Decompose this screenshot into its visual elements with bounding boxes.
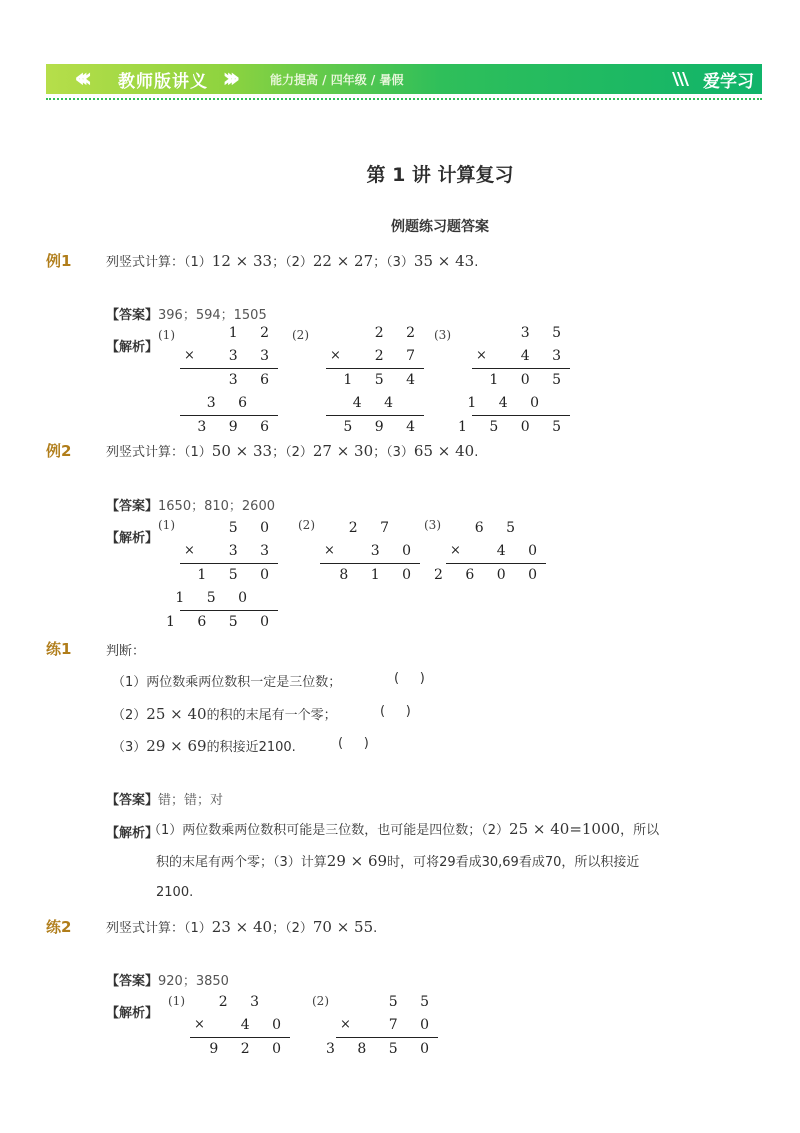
sub-number: (1) — [158, 328, 175, 342]
partial-product-1: 1 5 0 — [197, 567, 278, 583]
q-expr-2: 22 × 27 — [312, 252, 374, 270]
multiplier: 2 7 — [374, 348, 424, 364]
lecture-title: 第 1 讲 计算复习 — [366, 164, 514, 186]
q-expr-1: 50 × 33 — [211, 442, 273, 460]
header-divider — [46, 98, 762, 100]
multiplicand: 2 2 — [374, 325, 424, 341]
multiplier: 3 0 — [370, 543, 420, 559]
multiplier: 4 0 — [240, 1017, 290, 1033]
q-text: ；（3） — [373, 255, 414, 270]
item-expr: 29 × 69 — [146, 737, 207, 755]
sub-number: (3) — [424, 518, 441, 532]
example-2-question — [106, 441, 478, 460]
chevron-right-icon: ››› — [222, 61, 233, 94]
q-expr-1: 23 × 40 — [211, 918, 273, 936]
partial-product-1: 3 6 — [228, 372, 278, 388]
partial-product-1: 1 5 4 — [343, 372, 424, 388]
answer-blank: ( ) — [338, 736, 369, 751]
analysis-line-2 — [156, 845, 639, 879]
multiplier: 7 0 — [388, 1017, 438, 1033]
chevron-left-icon: ‹‹‹ — [74, 61, 85, 94]
sub-number: (3) — [434, 328, 451, 342]
item-expr: 25 × 40 — [146, 705, 207, 723]
times-sign: × — [184, 543, 195, 558]
practice-1-label: 练1 — [46, 640, 72, 658]
vertical-calc — [326, 991, 438, 1061]
times-sign: × — [194, 1017, 205, 1032]
example-1-label: 例1 — [46, 252, 72, 270]
analysis-expr: 29 × 69 — [326, 852, 388, 870]
times-sign: × — [330, 348, 341, 363]
multiplicand: 5 5 — [388, 994, 438, 1010]
practice-2-answer — [106, 970, 229, 989]
analysis-text: 时，可将29看成30,69看成70，所以积接近 — [387, 855, 640, 870]
item-text: 的积的末尾有一个零； — [206, 708, 337, 723]
product: 1 6 5 0 — [166, 614, 278, 630]
example-1-answer — [106, 304, 267, 323]
q-expr-2: 70 × 55 — [312, 918, 374, 936]
answer-tag: 【答案】 — [106, 499, 159, 514]
product: 9 2 0 — [209, 1041, 290, 1057]
answer-text: 396；594；1505 — [158, 308, 267, 323]
multiplicand: 2 3 — [218, 994, 268, 1010]
q-expr-1: 12 × 33 — [211, 252, 273, 270]
example-1-question — [106, 251, 478, 270]
times-sign: × — [476, 348, 487, 363]
practice-2-question — [106, 917, 377, 936]
vertical-calc — [190, 991, 290, 1061]
q-text: ；（2） — [272, 921, 313, 936]
item-text: （1）两位数乘两位数积一定是三位数； — [112, 675, 342, 690]
sub-number: (2) — [298, 518, 315, 532]
answer-blank: ( ) — [380, 704, 411, 719]
q-expr-2: 27 × 30 — [312, 442, 374, 460]
vertical-calc — [320, 517, 420, 587]
product: 1 5 0 5 — [458, 419, 570, 435]
partial-product-1: 1 0 5 — [489, 372, 570, 388]
practice-2-label: 练2 — [46, 918, 72, 936]
multiplier: 3 3 — [228, 348, 278, 364]
vertical-calc — [166, 517, 278, 633]
lecture-subtitle: 例题练习题答案 — [391, 219, 489, 235]
partial-product-2: 1 4 0 — [467, 395, 548, 411]
multiplier: 4 3 — [520, 348, 570, 364]
header-subtitle: 能力提高 / 四年级 / 暑假 — [270, 73, 404, 87]
times-sign: × — [184, 348, 195, 363]
multiplicand: 6 5 — [474, 520, 524, 536]
times-sign: × — [450, 543, 461, 558]
q-expr-3: 65 × 40 — [413, 442, 475, 460]
example-1-analysis-tag: 【解析】 — [106, 340, 159, 355]
product: 3 9 6 — [197, 419, 278, 435]
answer-tag: 【答案】 — [106, 793, 159, 808]
q-text: . — [474, 255, 479, 270]
example-2-answer — [106, 495, 275, 514]
example-2-label: 例2 — [46, 442, 72, 460]
product: 3 8 5 0 — [326, 1041, 438, 1057]
partial-product-2: 4 4 — [352, 395, 402, 411]
q-text: ；（2） — [272, 255, 313, 270]
vertical-calc — [180, 322, 278, 438]
multiplier: 3 3 — [228, 543, 278, 559]
times-sign: × — [324, 543, 335, 558]
sub-number: (1) — [168, 994, 185, 1008]
times-sign: × — [340, 1017, 351, 1032]
product: 2 6 0 0 — [434, 567, 546, 583]
multiplicand: 1 2 — [228, 325, 278, 341]
item-text: （2） — [112, 708, 147, 723]
multiplicand: 3 5 — [520, 325, 570, 341]
analysis-line-1 — [148, 813, 659, 847]
analysis-text: 积的末尾有两个零；（3）计算 — [156, 855, 327, 870]
item-text: 的积接近2100. — [206, 740, 296, 755]
multiplicand: 2 7 — [348, 520, 398, 536]
judge-item-2 — [112, 704, 411, 723]
practice-1-question: 判断： — [106, 644, 146, 659]
practice-1-answer — [106, 789, 223, 808]
q-text: . — [474, 445, 479, 460]
judge-item-1 — [112, 671, 425, 690]
analysis-text: ，所以 — [620, 823, 660, 838]
page-header — [46, 61, 762, 94]
vertical-calc — [326, 322, 424, 438]
sub-number: (2) — [292, 328, 309, 342]
practice-2-analysis-tag: 【解析】 — [106, 1006, 159, 1021]
q-expr-3: 35 × 43 — [413, 252, 475, 270]
q-text: 列竖式计算：（1） — [106, 255, 212, 270]
vertical-calc — [458, 322, 570, 438]
practice-1-analysis-tag: 【解析】 — [106, 826, 159, 841]
header-title: 教师版讲义 — [118, 72, 208, 92]
brand-logo-icon — [670, 68, 692, 90]
answer-tag: 【答案】 — [106, 308, 159, 323]
answer-blank: ( ) — [394, 671, 425, 686]
q-text: 列竖式计算：（1） — [106, 445, 212, 460]
q-text: ；（2） — [272, 445, 313, 460]
q-text: ；（3） — [373, 445, 414, 460]
multiplicand: 5 0 — [228, 520, 278, 536]
analysis-line-3: 2100. — [156, 885, 194, 900]
answer-text: 920；3850 — [158, 974, 229, 989]
sub-number: (1) — [158, 518, 175, 532]
sub-number: (2) — [312, 994, 329, 1008]
vertical-calc — [434, 517, 546, 587]
product: 5 9 4 — [343, 419, 424, 435]
answer-tag: 【答案】 — [106, 974, 159, 989]
item-text: （3） — [112, 740, 147, 755]
product: 8 1 0 — [339, 567, 420, 583]
judge-item-3 — [112, 736, 369, 755]
analysis-text: （1）两位数乘两位数积可能是三位数，也可能是四位数；（2） — [148, 823, 510, 838]
answer-text: 错；错；对 — [158, 793, 224, 808]
example-2-analysis-tag: 【解析】 — [106, 531, 159, 546]
multiplier: 4 0 — [496, 543, 546, 559]
partial-product-2: 1 5 0 — [175, 590, 256, 606]
partial-product-2: 3 6 — [206, 395, 256, 411]
q-text: 列竖式计算：（1） — [106, 921, 212, 936]
header-brand: 爱学习 — [703, 72, 754, 92]
answer-text: 1650；810；2600 — [158, 499, 275, 514]
analysis-expr: 25 × 40=1000 — [509, 820, 621, 838]
q-text: . — [373, 921, 378, 936]
